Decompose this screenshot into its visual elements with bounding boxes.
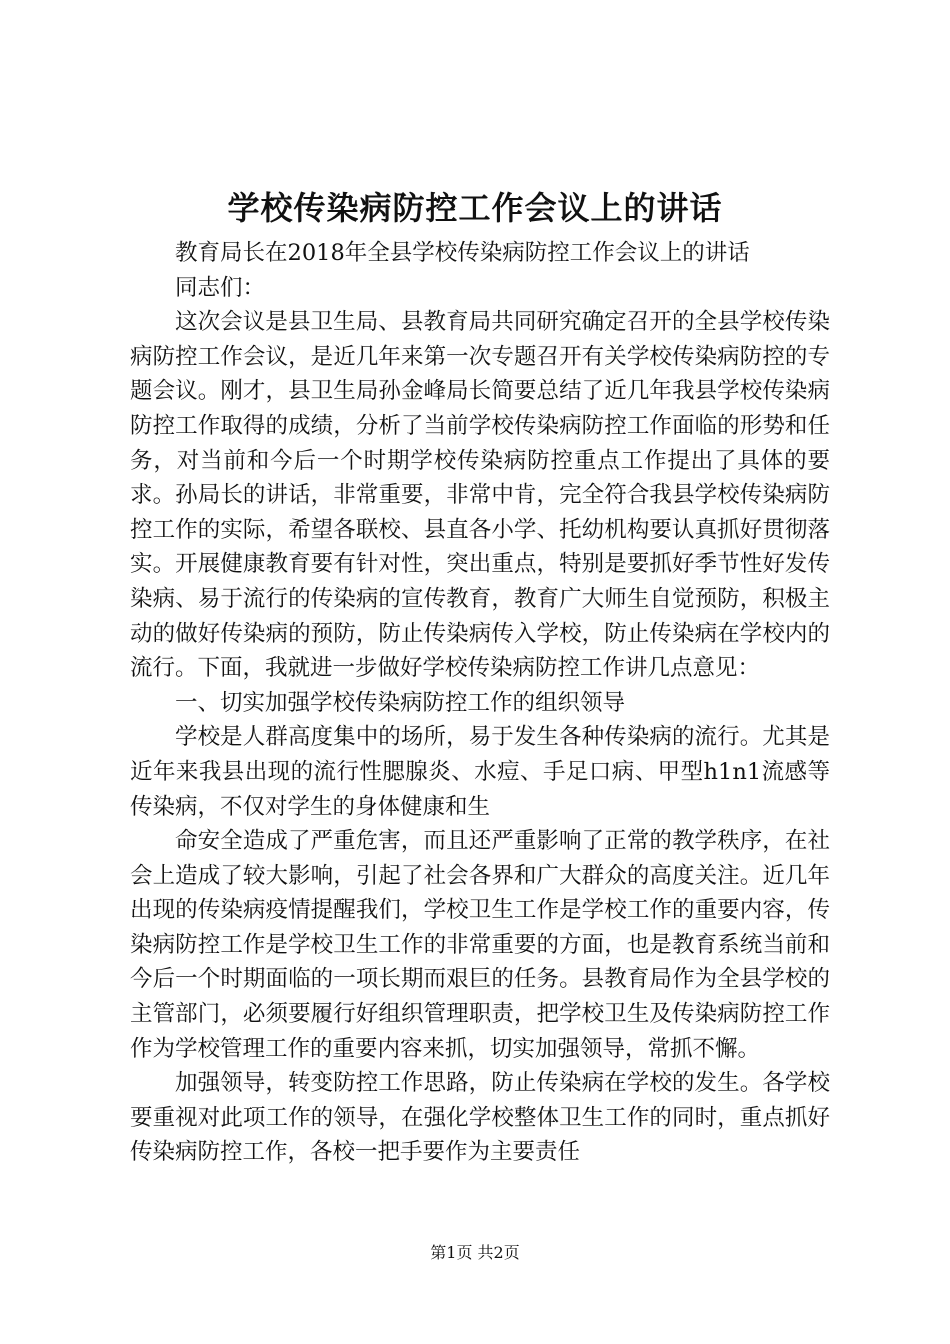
document-title: 学校传染病防控工作会议上的讲话 [227,189,723,227]
salutation: 同志们： [175,274,266,301]
paragraph-2: 学校是人群高度集中的场所，易于发生各种传染病的流行。尤其是近年来我县出现的流行性腮腺炎、水痘、手足口病、甲型h1n1流感等传染病，不仅对学生的身体健康和生 [130,724,830,820]
paragraph-1: 这次会议是县卫生局、县教育局共同研究确定召开的全县学校传染病防控工作会议，是近几年来第一次专题召开有关学校传染病防控的专题会议。刚才，县卫生局孙金峰局长简要总结了近几年我县学校传染病防控工作取得的成绩，分析了当前学校传染病防控工作面临的形势和任务，对当前和今后一个时期学校传染病防控重点工作提出了具体的要求。孙局长的讲话，非常重要，非常中肯，完全符合我县学校传染病防控工作的实际，希望各联校、县直各小学、托幼机构要认真抓好贯彻落实。开展健康教育要有针对性，突出重点，特别是要抓好季节性好发传染病、易于流行的传染病的宣传教育，教育广大师生自觉预防，积极主动的做好传染病的预防，防止传染病传入学校，防止传染病在学校内的流行。下面，我就进一步做好学校传染病防控工作讲几点意见： [130,309,830,682]
paragraph-4: 加强领导，转变防控工作思路，防止传染病在学校的发生。各学校要重视对此项工作的领导，在强化学校整体卫生工作的同时，重点抓好传染病防控工作，各校一把手要作为主要责任 [130,1070,830,1166]
page-footer: 第1页 共2页 [430,1243,520,1262]
document-body [130,236,830,1170]
section-heading-1: 一、切实加强学校传染病防控工作的组织领导 [175,689,626,716]
paragraph-3: 命安全造成了严重危害，而且还严重影响了正常的教学秩序，在社会上造成了较大影响，引起了社会各界和广大群众的高度关注。近几年出现的传染病疫情提醒我们，学校卫生工作是学校工作的重要内容，传染病防控工作是学校卫生工作的非常重要的方面，也是教育系统当前和今后一个时期面临的一项长期而艰巨的任务。县教育局作为全县学校的主管部门，必须要履行好组织管理职责，把学校卫生及传染病防控工作作为学校管理工作的重要内容来抓，切实加强领导，常抓不懈。 [130,828,830,1062]
document-subtitle: 教育局长在2018年全县学校传染病防控工作会议上的讲话 [175,240,750,266]
